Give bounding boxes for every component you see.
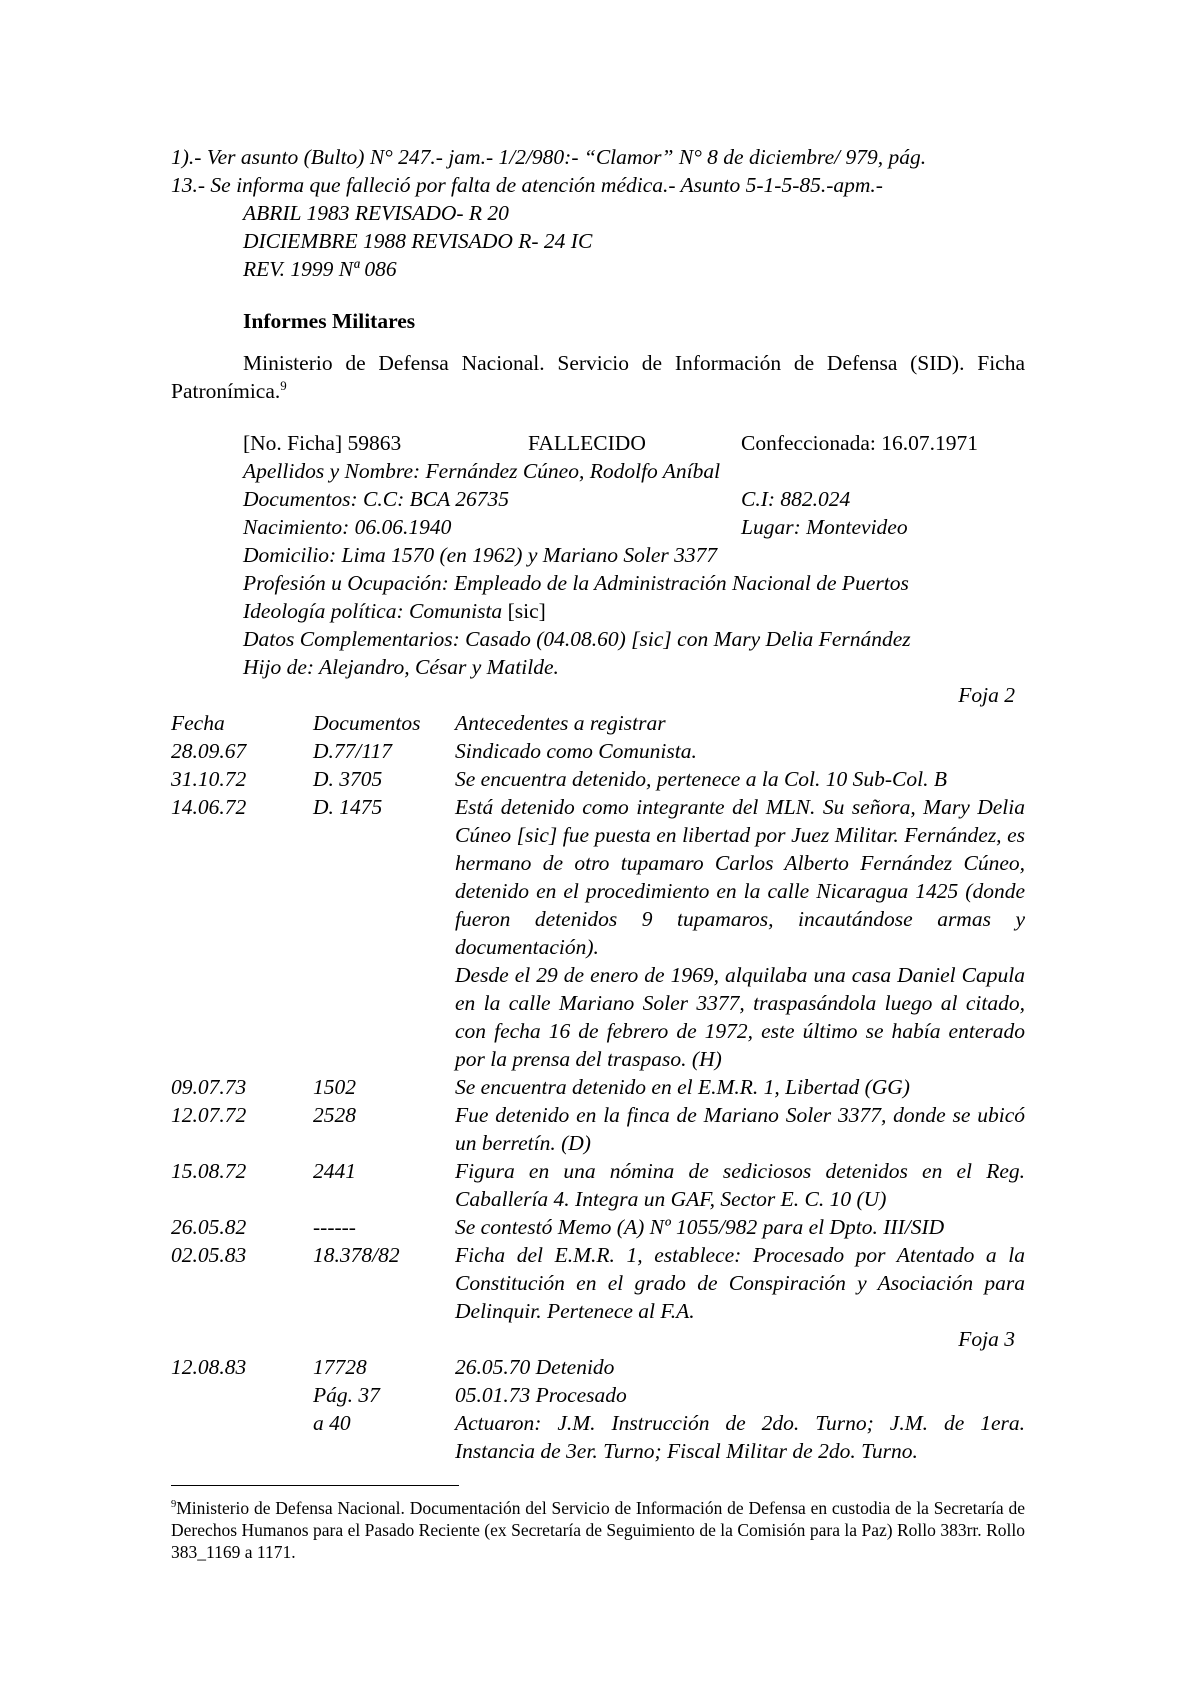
row-text: Actuaron: J.M. Instrucción de 2do. Turno; J.M. de 1era. Instancia de 3er. Turno; Fiscal Militar de 2do. Turno. <box>455 1411 1025 1463</box>
row-text: Se encuentra detenido, pertenece a la Col. 10 Sub-Col. B <box>455 767 947 791</box>
table-row <box>171 1409 1025 1465</box>
section-title: Informes Militares <box>243 309 416 333</box>
table-row <box>171 1241 1025 1325</box>
table-row <box>171 1157 1025 1213</box>
ficha-place: Lugar: Montevideo <box>741 515 908 539</box>
table-row <box>171 737 1025 765</box>
revision-1: ABRIL 1983 REVISADO- R 20 <box>243 201 509 225</box>
records-table-continued <box>171 1353 1025 1465</box>
row-date: 26.05.82 <box>171 1215 247 1239</box>
row-text: Ficha del E.M.R. 1, establece: Procesado por Atentado a la Constitución en el grado de Conspiración y Asociación para Delinquir. Pertenece al F.A. <box>455 1243 1025 1323</box>
ficha-birth: Nacimiento: 06.06.1940 <box>243 515 452 539</box>
row-doc: 1502 <box>313 1075 356 1099</box>
table-row <box>171 1213 1025 1241</box>
row-doc: a 40 <box>313 1411 351 1435</box>
records-table <box>171 709 1025 1325</box>
ficha-header-row <box>243 429 1025 457</box>
row-doc: ------ <box>313 1215 356 1239</box>
ficha-ci: C.I: 882.024 <box>741 487 851 511</box>
row-doc: 2441 <box>313 1159 356 1183</box>
footnote-text: Ministerio de Defensa Nacional. Documentación del Servicio de Información de Defensa en custodia de la Secretaría de Derechos Humanos para el Pasado Reciente (ex Secretaría de Seguimiento de la Comisión para la Paz) Rollo 383rr. Rollo 383_1169 a 1171. <box>171 1498 1025 1562</box>
ficha-ideology: Ideología política: Comunista <box>243 599 503 623</box>
row-doc <box>313 961 455 1073</box>
ficha-ideology-line <box>243 597 1025 625</box>
row-date <box>171 1381 313 1409</box>
row-date: 15.08.72 <box>171 1159 247 1183</box>
intro-line-1: 1).- Ver asunto (Bulto) N° 247.- jam.- 1/2/980:- “Clamor” N° 8 de diciembre/ 979, pág. <box>171 145 927 169</box>
ficha-child: Hijo de: Alejandro, César y Matilde. <box>243 655 559 679</box>
row-text: Figura en una nómina de sediciosos detenidos en el Reg. Caballería 4. Integra un GAF, Sector E. C. 10 (U) <box>455 1159 1025 1211</box>
ficha-address: Domicilio: Lima 1570 (en 1962) y Mariano Soler 3377 <box>243 543 718 567</box>
table-row <box>171 1353 1025 1381</box>
footnote-ref: 9 <box>280 378 287 393</box>
table-header-row <box>171 709 1025 737</box>
row-text: Se encuentra detenido en el E.M.R. 1, Libertad (GG) <box>455 1075 910 1099</box>
ficha-block <box>171 429 1025 681</box>
revision-3: REV. 1999 Nª 086 <box>243 257 397 281</box>
row-doc: 2528 <box>313 1103 356 1127</box>
row-date <box>171 961 313 1073</box>
intro-line-2: 13.- Se informa que falleció por falta de atención médica.- Asunto 5-1-5-85.-apm.- <box>171 173 883 197</box>
row-date: 12.08.83 <box>171 1355 247 1379</box>
footnote <box>171 1497 1025 1563</box>
row-text: Está detenido como integrante del MLN. Su señora, Mary Delia Cúneo [sic] fue puesta en libertad por Juez Militar. Fernández, es hermano de otro tupamaro Carlos Alberto Fernández Cúneo, detenido en el procedimiento en la calle Nicaragua 1425 (donde fueron detenidos 9 tupamaros, incautándose armas y documentación). <box>455 795 1025 959</box>
section-paragraph <box>171 349 1025 405</box>
row-text: 26.05.70 Detenido <box>455 1355 615 1379</box>
row-text: Sindicado como Comunista. <box>455 739 697 763</box>
row-doc: Pág. 37 <box>313 1383 380 1407</box>
ficha-made: Confeccionada: 16.07.1971 <box>741 431 979 455</box>
table-row <box>171 765 1025 793</box>
row-text: Fue detenido en la finca de Mariano Soler 3377, donde se ubicó un berretín. (D) <box>455 1103 1025 1155</box>
row-text: 05.01.73 Procesado <box>455 1383 627 1407</box>
ficha-name: Apellidos y Nombre: Fernández Cúneo, Rodolfo Aníbal <box>243 459 721 483</box>
document-page <box>171 143 1025 1465</box>
foja-2-label: Foja 2 <box>958 683 1015 707</box>
section-paragraph-text: Ministerio de Defensa Nacional. Servicio de Información de Defensa (SID). Ficha Patronímica. <box>171 351 1025 403</box>
ficha-birth-row <box>243 513 1025 541</box>
ficha-status: FALLECIDO <box>528 431 646 455</box>
row-date: 02.05.83 <box>171 1243 247 1267</box>
row-doc: 17728 <box>313 1355 367 1379</box>
row-doc: D.77/117 <box>313 739 393 763</box>
footnote-number: 9 <box>171 1499 177 1511</box>
row-date: 14.06.72 <box>171 795 247 819</box>
ficha-extra: Datos Complementarios: Casado (04.08.60) [sic] con Mary Delia Fernández <box>243 627 911 651</box>
foja-3-label: Foja 3 <box>958 1327 1015 1351</box>
table-row <box>171 1381 1025 1409</box>
row-date: 31.10.72 <box>171 767 247 791</box>
ficha-number: [No. Ficha] 59863 <box>243 431 402 455</box>
table-row <box>171 961 1025 1073</box>
row-date: 28.09.67 <box>171 739 247 763</box>
revision-2: DICIEMBRE 1988 REVISADO R- 24 IC <box>243 229 593 253</box>
ficha-job: Profesión u Ocupación: Empleado de la Administración Nacional de Puertos <box>243 571 909 595</box>
table-row <box>171 1073 1025 1101</box>
header-antecedentes: Antecedentes a registrar <box>455 711 666 735</box>
ficha-docs-row <box>243 485 1025 513</box>
footnote-separator <box>171 1485 459 1486</box>
header-documents: Documentos <box>313 711 421 735</box>
ficha-ideology-sic: [sic] <box>502 599 546 623</box>
row-date: 09.07.73 <box>171 1075 247 1099</box>
row-doc: D. 3705 <box>313 767 383 791</box>
header-date: Fecha <box>171 711 225 735</box>
row-text: Se contestó Memo (A) Nº 1055/982 para el Dpto. III/SID <box>455 1215 945 1239</box>
row-doc: 18.378/82 <box>313 1243 400 1267</box>
table-row <box>171 1101 1025 1157</box>
table-row <box>171 793 1025 961</box>
row-text: Desde el 29 de enero de 1969, alquilaba una casa Daniel Capula en la calle Mariano Soler 3377, traspasándola luego al citado, con fecha 16 de febrero de 1972, este último se había enterado por la prensa del traspaso. (H) <box>455 963 1025 1071</box>
ficha-docs: Documentos: C.C: BCA 26735 <box>243 487 509 511</box>
row-date: 12.07.72 <box>171 1103 247 1127</box>
row-doc: D. 1475 <box>313 795 383 819</box>
row-date <box>171 1409 313 1465</box>
